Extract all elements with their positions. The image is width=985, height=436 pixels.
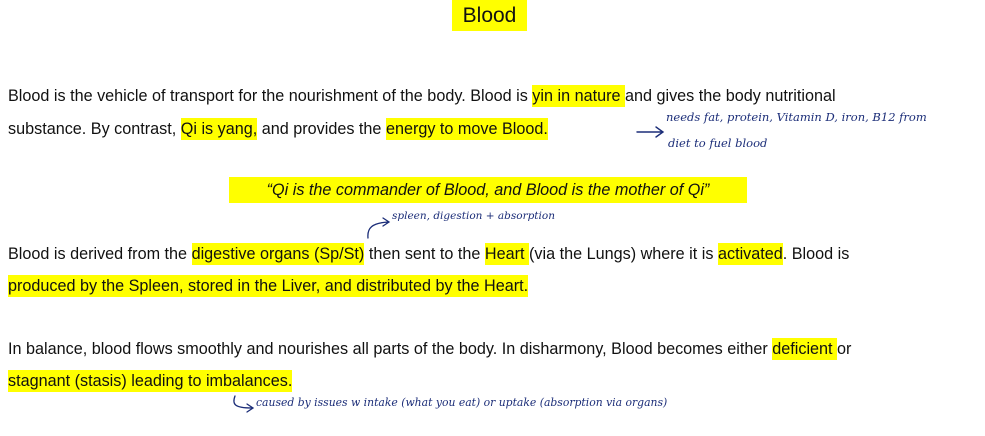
text-run: or <box>837 340 852 358</box>
paragraph-2-line-2 <box>8 275 528 297</box>
paragraph-3-line-1 <box>8 338 851 360</box>
handwritten-note-spleen: spleen, digestion + absorption <box>392 210 555 222</box>
highlight-qi-yang: Qi is yang, <box>180 120 258 138</box>
curved-arrow-icon <box>364 214 394 240</box>
text-run: Blood is derived from the <box>8 245 192 263</box>
highlight-yin: yin in nature <box>532 87 625 105</box>
text-run: then sent to the <box>364 245 485 263</box>
highlight-stagnant: stagnant (stasis) leading to imbalances. <box>8 372 293 390</box>
paragraph-1-line-2 <box>8 118 548 140</box>
highlight-deficient: deficient <box>772 340 838 358</box>
arrow-right-icon <box>636 124 666 138</box>
handwritten-note-nutrients: needs fat, protein, Vitamin D, iron, B12 from <box>666 110 927 124</box>
paragraph-1-line-1 <box>8 85 836 107</box>
highlight-heart: Heart <box>484 245 530 263</box>
highlight-activated: activated <box>717 245 783 263</box>
text-run: Blood is the vehicle of transport for the nourishment of the body. Blood is <box>8 87 533 105</box>
text-run: substance. By contrast, <box>8 120 181 138</box>
text-run: . Blood is <box>782 245 850 263</box>
quote-highlight: “Qi is the commander of Blood, and Blood is the mother of Qi” <box>229 177 747 203</box>
text-run: and gives the body nutritional <box>624 87 836 105</box>
highlight-digestive: digestive organs (Sp/St) <box>191 245 365 263</box>
document-title: Blood <box>452 0 527 31</box>
paragraph-3-line-2 <box>8 370 292 392</box>
text-run: In balance, blood flows smoothly and nourishes all parts of the body. In disharmony, Blood becomes either <box>8 340 773 358</box>
highlight-energy: energy to move Blood. <box>385 120 548 138</box>
handwritten-note-caused: caused by issues w intake (what you eat) or uptake (absorption via organs) <box>256 396 668 409</box>
paragraph-2-line-1 <box>8 243 849 265</box>
handwritten-note-fuel: diet to fuel blood <box>668 136 768 150</box>
text-run: (via the Lungs) where it is <box>529 245 718 263</box>
highlight-produced: produced by the Spleen, stored in the Liver, and distributed by the Heart. <box>8 277 529 295</box>
text-run: and provides the <box>257 120 386 138</box>
